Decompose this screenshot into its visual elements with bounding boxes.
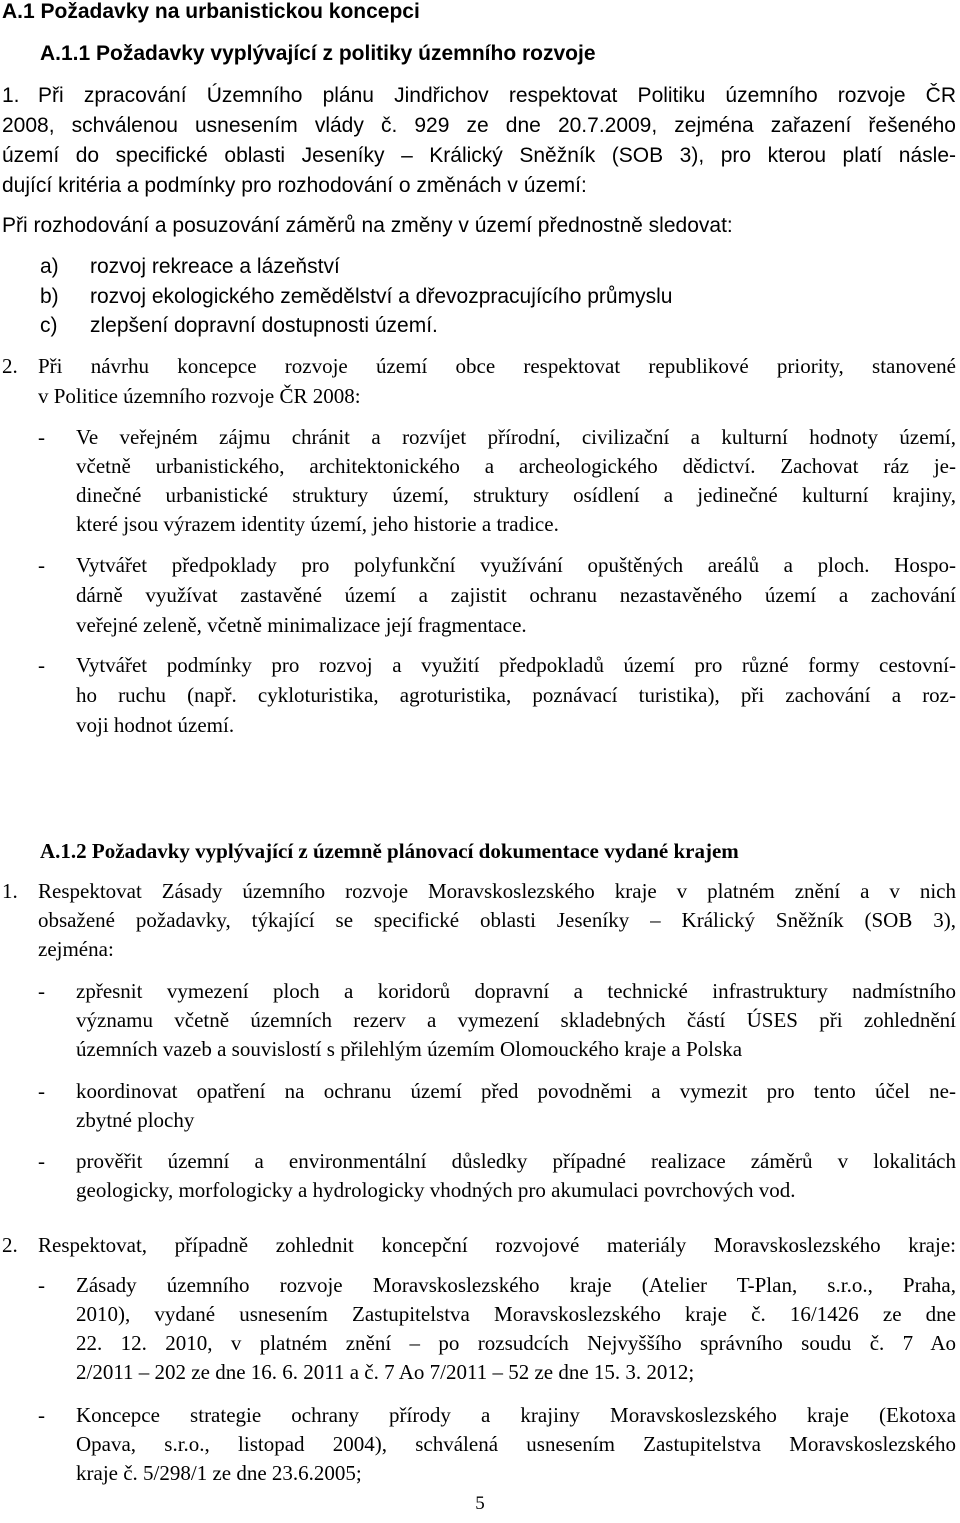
paragraph-number: 2. bbox=[2, 1233, 18, 1257]
bullet-line: zpřesnit vymezení ploch a koridorů dopravní a technické infrastruktury nadmístního bbox=[76, 979, 956, 1003]
paragraph-line: Při návrhu koncepce rozvoje území obce respektovat republikové priority, stanovené bbox=[38, 354, 956, 378]
bullet-line: Vytvářet podmínky pro rozvoj a využití předpokladů území pro různé formy cestovní- bbox=[76, 653, 956, 677]
bullet-dash: - bbox=[38, 1403, 45, 1427]
bullet-dash: - bbox=[38, 553, 45, 577]
bullet-dash: - bbox=[38, 425, 45, 449]
paragraph-line: území do specifické oblasti Jeseníky – Králický Sněžník (SOB 3), pro kterou platí násle- bbox=[2, 144, 956, 167]
list-item-text: zlepšení dopravní dostupnosti území. bbox=[90, 314, 438, 337]
bullet-dash: - bbox=[38, 1079, 45, 1103]
bullet-line: Opava, s.r.o., listopad 2004), schválená usnesením Zastupitelstva Moravskoslezského bbox=[76, 1432, 956, 1456]
bullet-line: 22. 12. 2010, v platném znění – po rozsudcích Nejvyššího správního soudu č. 7 Ao bbox=[76, 1331, 956, 1355]
paragraph-line: obsažené požadavky, týkající se specifické oblasti Jeseníky – Králický Sněžník (SOB 3), bbox=[38, 908, 956, 932]
paragraph-line: v Politice územního rozvoje ČR 2008: bbox=[38, 384, 361, 408]
bullet-line: dinečné urbanistické struktury území, struktury osídlení a jedinečné kulturní krajiny, bbox=[76, 483, 956, 507]
bullet-line: kraje č. 5/298/1 ze dne 23.6.2005; bbox=[76, 1461, 362, 1485]
bullet-line: koordinovat opatření na ochranu území před povodněmi a vymezit pro tento účel ne- bbox=[76, 1079, 956, 1103]
subsection-heading: A.1.1 Požadavky vyplývající z politiky územního rozvoje bbox=[40, 42, 596, 65]
list-item-label: a) bbox=[40, 255, 59, 278]
bullet-line: prověřit územní a environmentální důsledky případné realizace záměrů v lokalitách bbox=[76, 1149, 956, 1173]
paragraph-number: 1. bbox=[2, 879, 18, 903]
paragraph-number: 1. bbox=[2, 84, 20, 107]
bullet-line: Zásady územního rozvoje Moravskoslezského kraje (Atelier T-Plan, s.r.o., Praha, bbox=[76, 1273, 956, 1297]
bullet-line: 2010), vydané usnesením Zastupitelstva Moravskoslezského kraje č. 16/1426 ze dne bbox=[76, 1302, 956, 1326]
bullet-line: Koncepce strategie ochrany přírody a krajiny Moravskoslezského kraje (Ekotoxa bbox=[76, 1403, 956, 1427]
list-item-label: b) bbox=[40, 285, 59, 308]
paragraph-line: Respektovat, případně zohlednit koncepční rozvojové materiály Moravskoslezského kraje: bbox=[38, 1233, 956, 1257]
bullet-line: dárně využívat zastavěné území a zajistit ochranu nezastavěného území a zachování bbox=[76, 583, 956, 607]
bullet-dash: - bbox=[38, 1149, 45, 1173]
paragraph-line: Při zpracování Územního plánu Jindřichov respektovat Politiku územního rozvoje ČR bbox=[38, 84, 956, 107]
bullet-line: 2/2011 – 202 ze dne 16. 6. 2011 a č. 7 Ao 7/2011 – 52 ze dne 15. 3. 2012; bbox=[76, 1360, 695, 1384]
criteria-intro: Při rozhodování a posuzování záměrů na změny v území přednostně sledovat: bbox=[2, 214, 733, 237]
paragraph-line: 2008, schválenou usnesením vlády č. 929 ze dne 20.7.2009, zejména zařazení řešeného bbox=[2, 114, 956, 137]
bullet-line: včetně urbanistického, architektonického a archeologického dědictví. Zachovat ráz je- bbox=[76, 454, 956, 478]
subsection-heading: A.1.2 Požadavky vyplývající z územně plánovací dokumentace vydané krajem bbox=[40, 839, 739, 863]
list-item-text: rozvoj rekreace a lázeňství bbox=[90, 255, 340, 278]
bullet-line: geologicky, morfologicky a hydrologicky vhodných pro akumulaci povrchových vod. bbox=[76, 1178, 796, 1202]
list-item-text: rozvoj ekologického zemědělství a dřevozpracujícího průmyslu bbox=[90, 285, 673, 308]
bullet-dash: - bbox=[38, 653, 45, 677]
bullet-line: významu včetně územních rezerv a vymezení skladebných částí ÚSES při zohlednění bbox=[76, 1008, 956, 1032]
bullet-dash: - bbox=[38, 979, 45, 1003]
paragraph-line: Respektovat Zásady územního rozvoje Moravskoslezského kraje v platném znění a v nich bbox=[38, 879, 956, 903]
bullet-line: Ve veřejném zájmu chránit a rozvíjet přírodní, civilizační a kulturní hodnoty území, bbox=[76, 425, 956, 449]
bullet-line: veřejné zeleně, včetně minimalizace její fragmentace. bbox=[76, 613, 527, 637]
bullet-line: Vytvářet předpoklady pro polyfunkční využívání opuštěných areálů a ploch. Hospo- bbox=[76, 553, 956, 577]
bullet-line: územních vazeb a souvislostí s přilehlým územím Olomouckého kraje a Polska bbox=[76, 1037, 743, 1061]
list-item-label: c) bbox=[40, 314, 58, 337]
bullet-line: které jsou výrazem identity území, jeho historie a tradice. bbox=[76, 512, 559, 536]
bullet-line: voji hodnot území. bbox=[76, 713, 235, 737]
section-heading: A.1 Požadavky na urbanistickou koncepci bbox=[2, 0, 420, 23]
bullet-line: ho ruchu (např. cykloturistika, agroturistika, poznávací turistika), při zachování a roz- bbox=[76, 683, 956, 707]
paragraph-line: dující kritéria a podmínky pro rozhodování o změnách v území: bbox=[2, 174, 587, 197]
bullet-dash: - bbox=[38, 1273, 45, 1297]
paragraph-number: 2. bbox=[2, 354, 18, 378]
bullet-line: zbytné plochy bbox=[76, 1108, 195, 1132]
paragraph-line: zejména: bbox=[38, 937, 114, 961]
page-number: 5 bbox=[475, 1493, 485, 1514]
